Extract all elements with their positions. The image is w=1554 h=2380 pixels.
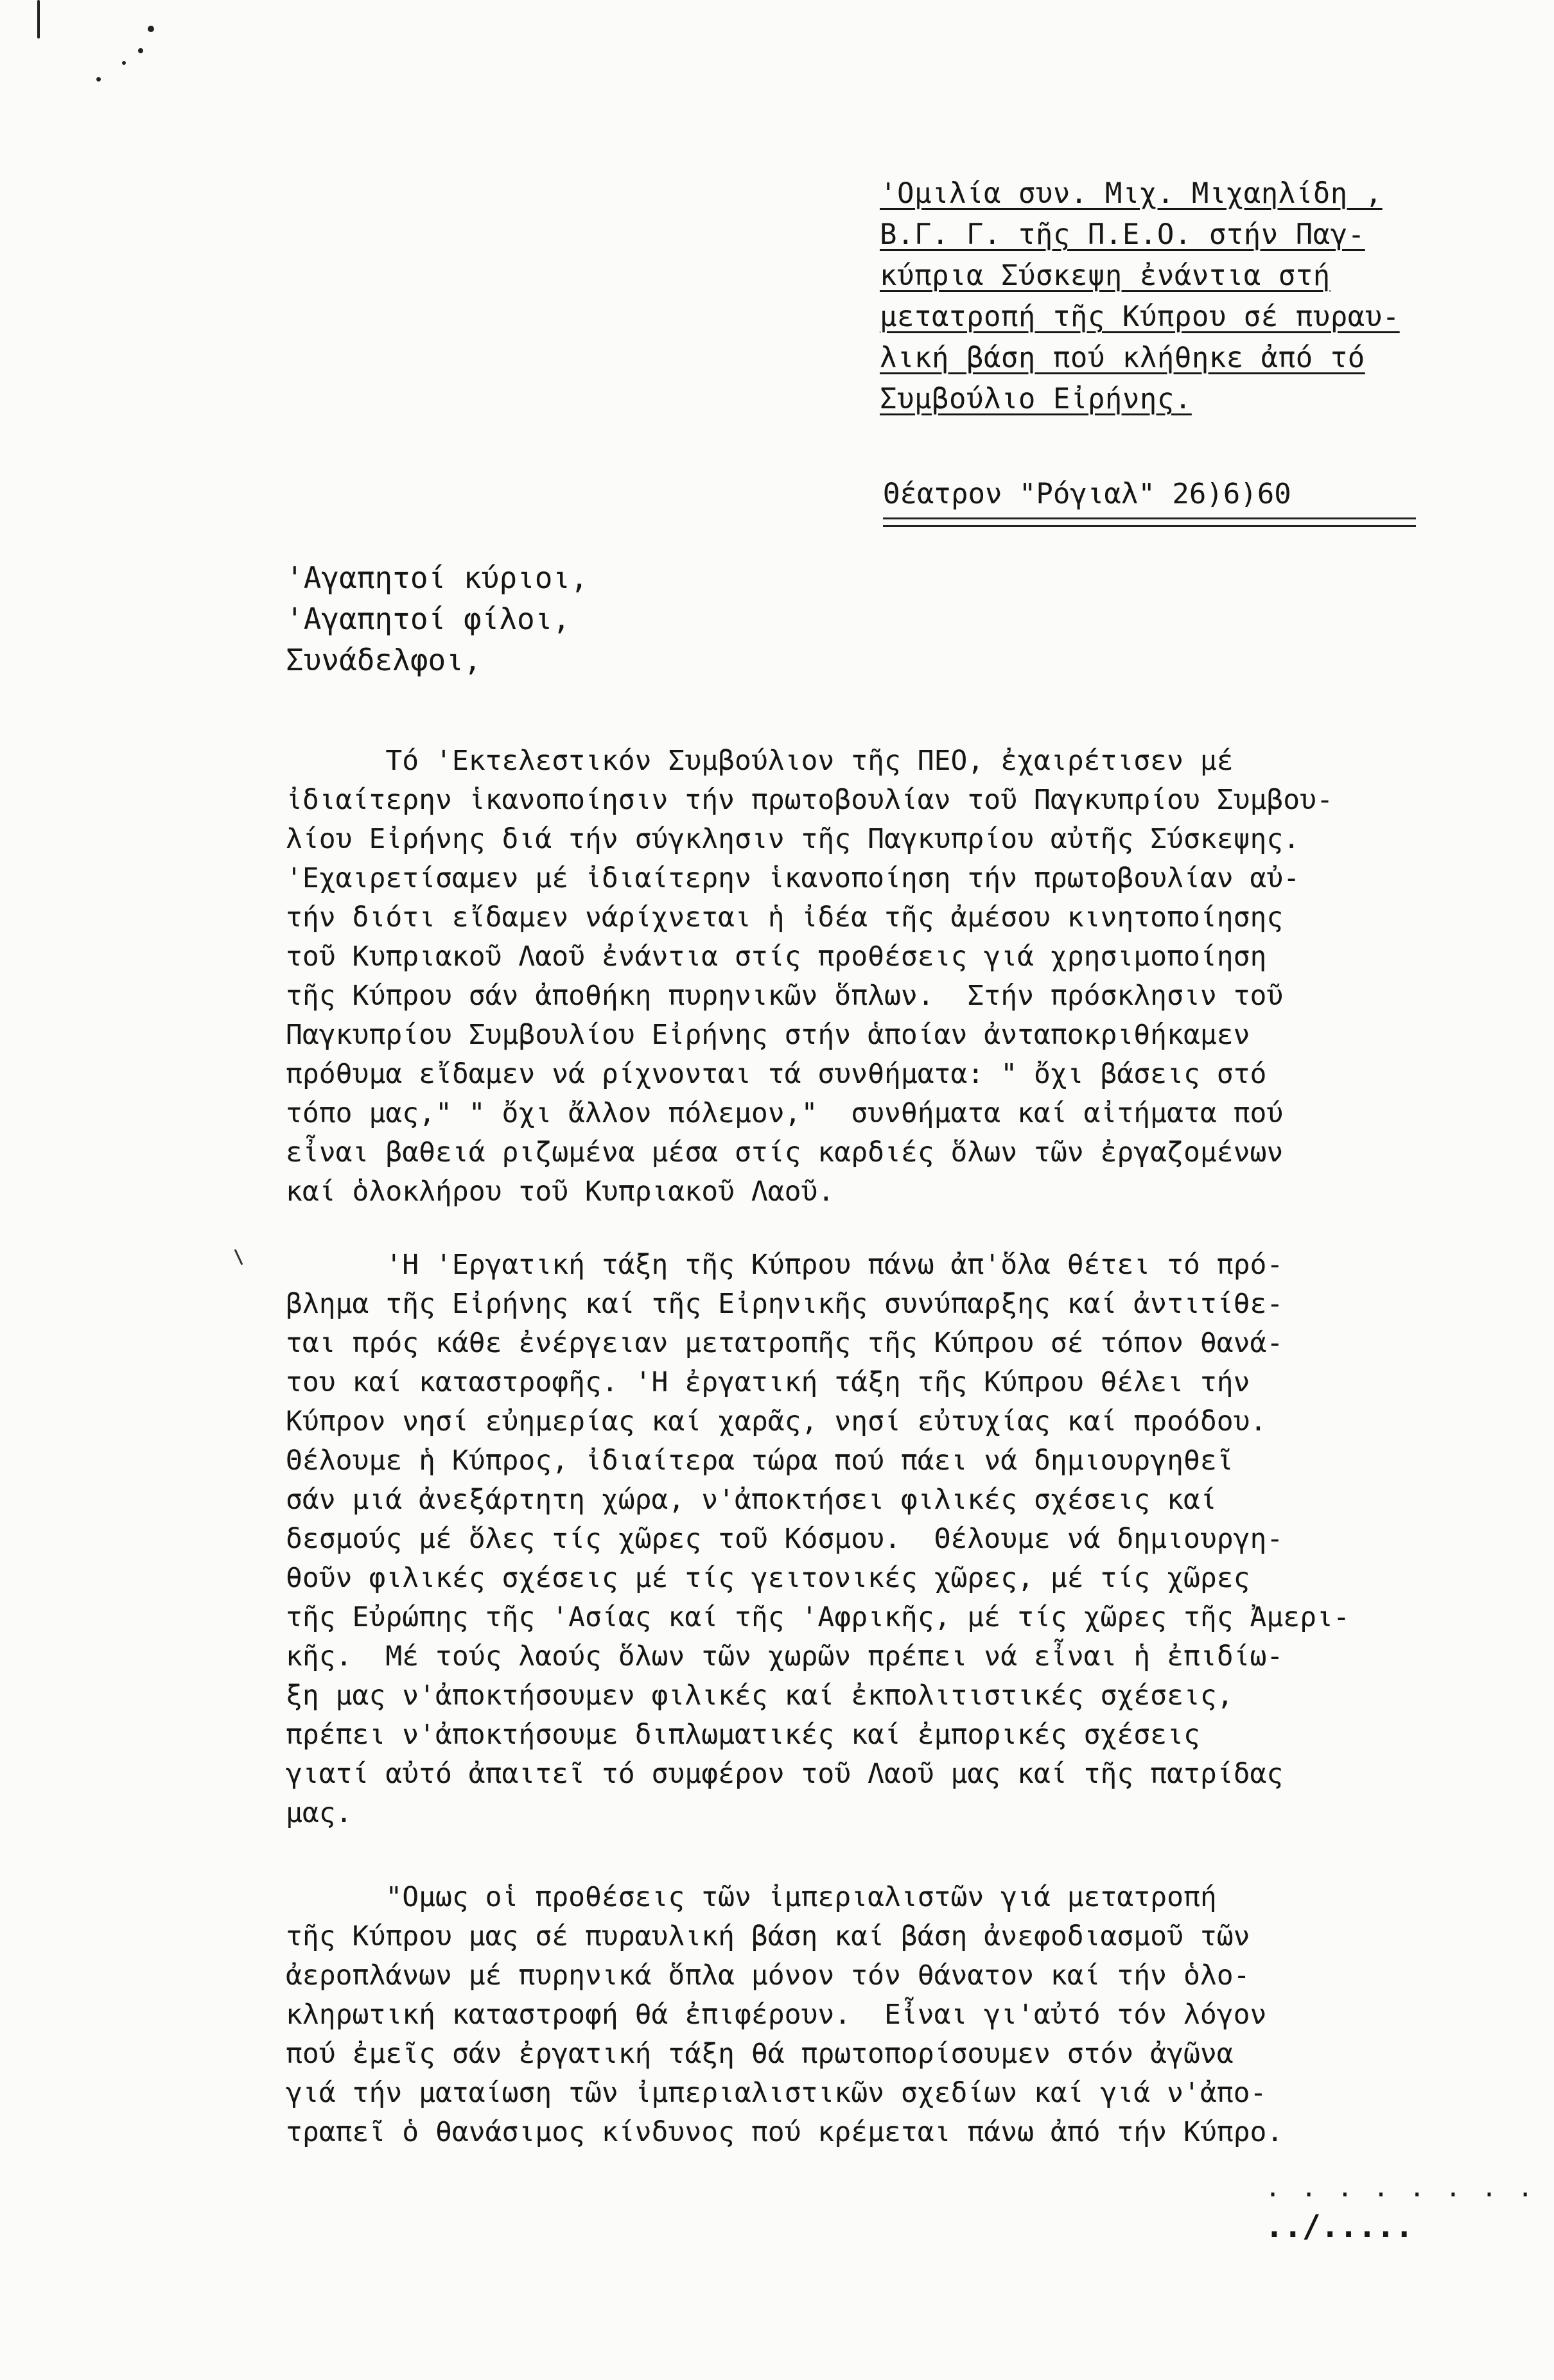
text-line: σάν μιά ἀνεξάρτητη χώρα, ν'ἀποκτήσει φιλικές σχέσεις καί [286, 1484, 1217, 1516]
salutation-line: 'Αγαπητοί κύριοι, [286, 560, 588, 595]
header-line: Συμβούλιο Εἰρήνης. [880, 383, 1192, 415]
text-line: τόπο μας," " ὄχι ἄλλον πόλεμον," συνθήματα καί αἰτήματα πού [286, 1097, 1284, 1129]
text-line: ξη μας ν'ἀποκτήσουμεν φιλικές καί ἐκπολιτιστικές σχέσεις, [286, 1680, 1234, 1712]
text-line: κῆς. Μέ τούς λαούς ὅλων τῶν χωρῶν πρέπει νά εἶναι ἡ ἐπιδίω- [286, 1640, 1284, 1672]
text-line: τῆς Κύπρου σάν ἀποθήκη πυρηνικῶν ὅπλων. Στήν πρόσκλησιν τοῦ [286, 980, 1284, 1012]
header-line: λική βάση πού κλήθηκε ἀπό τό [880, 342, 1365, 374]
text-line: "Ομως οἱ προθέσεις τῶν ἰμπεριαλιστῶν γιά μετατροπή [286, 1881, 1217, 1913]
text-line: πρέπει ν'ἀποκτήσουμε διπλωματικές καί ἐμπορικές σχέσεις [286, 1719, 1200, 1751]
scan-speck [37, 0, 40, 39]
header-line: 'Ομιλία συν. Μιχ. Μιχαηλίδη , [880, 177, 1383, 210]
text-line: Κύπρον νησί εὐημερίας καί χαρᾶς, νησί εὐτυχίας καί προόδου. [286, 1405, 1267, 1438]
paragraph-3 [286, 1878, 1493, 2152]
text-line: 'Εχαιρετίσαμεν μέ ἰδιαίτερην ἱκανοποίηση τήν πρωτοβουλίαν αὐ- [286, 862, 1300, 894]
margin-mark [234, 1249, 243, 1265]
text-line: του καί καταστροφῆς. 'Η ἐργατική τάξη τῆς Κύπρου θέλει τήν [286, 1366, 1250, 1398]
scan-speck [148, 26, 154, 32]
continuation-dots: . . . . . . . . [1265, 2173, 1536, 2203]
scan-speck [138, 48, 143, 53]
text-line: τήν διότι εἴδαμεν νάρίχνεται ἡ ἰδέα τῆς ἀμέσου κινητοποίησης [286, 901, 1284, 934]
text-line: τραπεῖ ὁ θανάσιμος κίνδυνος πού κρέμεται πάνω ἀπό τήν Κύπρο. [286, 2116, 1284, 2148]
header-line: μετατροπή τῆς Κύπρου σέ πυραυ- [880, 300, 1400, 333]
salutation [286, 557, 864, 681]
paragraph-1 [286, 742, 1493, 1212]
text-line: ἰδιαίτερην ἱκανοποίησιν τήν πρωτοβουλίαν τοῦ Παγκυπρίου Συμβου- [286, 784, 1333, 816]
double-rule-divider [883, 517, 1416, 527]
text-line: θοῦν φιλικές σχέσεις μέ τίς γειτονικές χῶρες, μέ τίς χῶρες [286, 1562, 1250, 1594]
text-line: Παγκυπρίου Συμβουλίου Εἰρήνης στήν ἁποίαν ἀνταποκριθήκαμεν [286, 1019, 1250, 1051]
text-line: Θέλουμε ἡ Κύπρος, ἰδιαίτερα τώρα πού πάει νά δημιουργηθεῖ [286, 1445, 1234, 1477]
scan-speck [122, 61, 126, 65]
text-line: τῆς Εὐρώπης τῆς 'Ασίας καί τῆς 'Αφρικῆς, μέ τίς χῶρες τῆς Ἀμερι- [286, 1601, 1350, 1633]
paragraph-2 [286, 1246, 1493, 1833]
venue-date: Θέατρον "Ρόγιαλ" 26)6)60 [883, 478, 1291, 510]
text-line: τῆς Κύπρου μας σέ πυραυλική βάση καί βάση ἀνεφοδιασμοῦ τῶν [286, 1920, 1250, 1952]
scan-speck [96, 77, 101, 82]
header-line: Β.Γ. Γ. τῆς Π.Ε.Ο. στήν Παγ- [880, 218, 1365, 251]
text-line: μας. [286, 1797, 353, 1829]
salutation-line: Συνάδελφοι, [286, 643, 482, 677]
continuation-mark: ../..... [1265, 2209, 1414, 2245]
text-line: εἶναι βαθειά ριζωμένα μέσα στίς καρδιές ὅλων τῶν ἐργαζομένων [286, 1136, 1284, 1168]
speech-header [880, 173, 1496, 420]
text-line: τοῦ Κυπριακοῦ Λαοῦ ἐνάντια στίς προθέσεις γιά χρησιμοποίηση [286, 941, 1267, 973]
text-line: 'Η 'Εργατική τάξη τῆς Κύπρου πάνω ἀπ'ὅλα θέτει τό πρό- [286, 1249, 1284, 1281]
text-line: ἀεροπλάνων μέ πυρηνικά ὅπλα μόνον τόν θάνατον καί τήν ὁλο- [286, 1959, 1250, 1992]
text-line: δεσμούς μέ ὅλες τίς χῶρες τοῦ Κόσμου. Θέλουμε νά δημιουργη- [286, 1523, 1284, 1555]
text-line: πρόθυμα εἴδαμεν νά ρίχνονται τά συνθήματα: " ὄχι βάσεις στό [286, 1058, 1267, 1090]
text-line: πού ἐμεῖς σάν ἐργατική τάξη θά πρωτοπορίσουμεν στόν ἀγῶνα [286, 2038, 1234, 2070]
text-line: κληρωτική καταστροφή θά ἐπιφέρουν. Εἶναι γι'αὐτό τόν λόγον [286, 1999, 1267, 2031]
text-line: βλημα τῆς Εἰρήνης καί τῆς Εἰρηνικῆς συνύπαρξης καί ἀντιτίθε- [286, 1288, 1284, 1320]
header-line: κύπρια Σύσκεψη ἐνάντια στή [880, 259, 1331, 292]
text-line: καί ὁλοκλήρου τοῦ Κυπριακοῦ Λαοῦ. [286, 1176, 835, 1208]
text-line: γιά τήν ματαίωση τῶν ἰμπεριαλιστικῶν σχεδίων καί γιά ν'ἀπο- [286, 2077, 1267, 2109]
text-line: ται πρός κάθε ἐνέργειαν μετατροπῆς τῆς Κύπρου σέ τόπον θανά- [286, 1327, 1284, 1359]
salutation-line: 'Αγαπητοί φίλοι, [286, 602, 571, 636]
text-line: λίου Εἰρήνης διά τήν σύγκλησιν τῆς Παγκυπρίου αὐτῆς Σύσκεψης. [286, 823, 1300, 855]
text-line: γιατί αὐτό ἀπαιτεῖ τό συμφέρον τοῦ Λαοῦ μας καί τῆς πατρίδας [286, 1758, 1284, 1790]
text-line: Τό 'Εκτελεστικόν Συμβούλιον τῆς ΠΕΟ, ἐχαιρέτισεν μέ [286, 745, 1234, 777]
